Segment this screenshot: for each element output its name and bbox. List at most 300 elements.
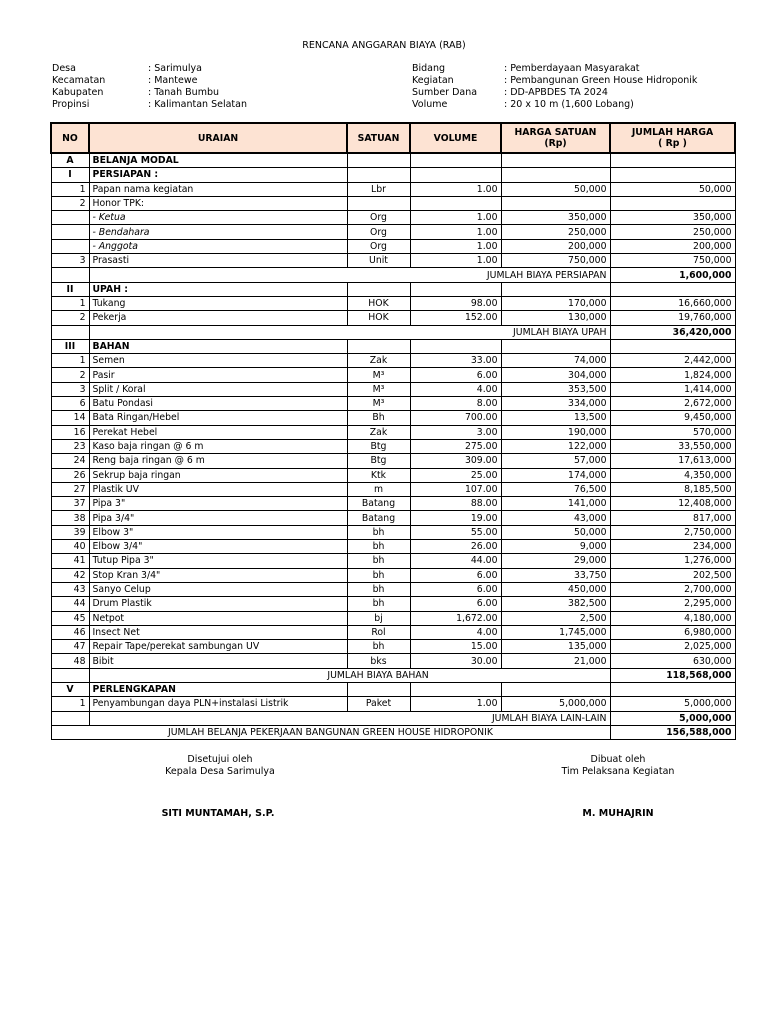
signature-right-line1: Dibuat oleh	[590, 754, 646, 765]
signature-right-line2: Tim Pelaksana Kegiatan	[561, 766, 675, 777]
item-total: 5,000,000	[610, 697, 735, 711]
info-label: Desa	[52, 63, 76, 74]
item-description: Kaso baja ringan @ 6 m	[89, 439, 347, 453]
table-row	[51, 311, 735, 325]
table-row	[51, 482, 735, 496]
empty-cell	[610, 168, 735, 182]
item-unit: Rol	[347, 625, 410, 639]
section-title: BAHAN	[89, 339, 347, 353]
section-number: V	[51, 682, 89, 696]
item-number: 3	[51, 254, 89, 268]
item-unit: Org	[347, 211, 410, 225]
item-volume: 1.00	[410, 697, 501, 711]
table-row	[51, 454, 735, 468]
header-jumlah-line1: JUMLAH HARGA	[631, 127, 714, 138]
signature-left-line1: Disetujui oleh	[187, 754, 253, 765]
info-row-desa	[52, 63, 382, 75]
info-row-bidang	[412, 63, 742, 75]
info-value: : 20 x 10 m (1,600 Lobang)	[504, 99, 634, 110]
item-unit-price: 43,000	[501, 511, 610, 525]
item-total: 250,000	[610, 225, 735, 239]
info-value: : Mantewe	[148, 75, 198, 86]
item-unit: Btg	[347, 439, 410, 453]
header-jumlah-line2: ( Rp )	[658, 138, 687, 149]
item-unit: bh	[347, 597, 410, 611]
signature-left-line2: Kepala Desa Sarimulya	[165, 766, 275, 777]
table-row	[51, 525, 735, 539]
item-number	[51, 211, 89, 225]
item-unit: M³	[347, 368, 410, 382]
item-volume: 4.00	[410, 382, 501, 396]
item-description: Prasasti	[89, 254, 347, 268]
item-unit-price: 1,745,000	[501, 625, 610, 639]
item-unit	[347, 196, 410, 210]
header-harga-line2: (Rp)	[544, 138, 567, 149]
item-volume: 98.00	[410, 296, 501, 310]
subtotal-row	[51, 325, 735, 339]
info-value: : DD-APBDES TA 2024	[504, 87, 608, 98]
item-unit-price: 50,000	[501, 525, 610, 539]
item-unit-price: 190,000	[501, 425, 610, 439]
empty-cell	[51, 325, 89, 339]
table-row	[51, 296, 735, 310]
item-unit: Batang	[347, 511, 410, 525]
section-row	[51, 682, 735, 696]
info-label: Propinsi	[52, 99, 90, 110]
item-unit: bh	[347, 525, 410, 539]
table-row	[51, 540, 735, 554]
item-volume: 30.00	[410, 654, 501, 668]
section-title: UPAH :	[89, 282, 347, 296]
item-total: 2,295,000	[610, 597, 735, 611]
table-row	[51, 425, 735, 439]
table-row	[51, 697, 735, 711]
info-label: Volume	[412, 99, 448, 110]
item-description: Elbow 3"	[89, 525, 347, 539]
item-unit-price: 135,000	[501, 640, 610, 654]
item-volume: 1,672.00	[410, 611, 501, 625]
signature-right-name-box	[518, 808, 718, 820]
empty-cell	[347, 282, 410, 296]
section-row	[51, 282, 735, 296]
info-label: Kegiatan	[412, 75, 454, 86]
table-row	[51, 640, 735, 654]
header-harga-satuan	[501, 123, 610, 153]
section-number: III	[51, 339, 89, 353]
item-unit-price: 57,000	[501, 454, 610, 468]
item-total: 2,700,000	[610, 582, 735, 596]
item-number: 44	[51, 597, 89, 611]
item-unit: Lbr	[347, 182, 410, 196]
item-total: 4,180,000	[610, 611, 735, 625]
item-volume: 1.00	[410, 239, 501, 253]
subtotal-row	[51, 711, 735, 725]
table-row	[51, 368, 735, 382]
item-description: Sanyo Celup	[89, 582, 347, 596]
item-volume: 15.00	[410, 640, 501, 654]
empty-cell	[347, 153, 410, 168]
item-number: 3	[51, 382, 89, 396]
section-title: PERLENGKAPAN	[89, 682, 347, 696]
table-row	[51, 554, 735, 568]
table-row	[51, 239, 735, 253]
item-unit-price: 50,000	[501, 182, 610, 196]
item-number: 46	[51, 625, 89, 639]
item-volume: 6.00	[410, 582, 501, 596]
item-unit-price: 141,000	[501, 497, 610, 511]
item-description: Reng baja ringan @ 6 m	[89, 454, 347, 468]
item-volume: 44.00	[410, 554, 501, 568]
item-total: 817,000	[610, 511, 735, 525]
empty-cell	[610, 282, 735, 296]
item-description: Repair Tape/perekat sambungan UV	[89, 640, 347, 654]
item-total: 2,672,000	[610, 397, 735, 411]
table-row	[51, 597, 735, 611]
item-total: 1,276,000	[610, 554, 735, 568]
subtotal-label: JUMLAH BIAYA LAIN-LAIN	[89, 711, 610, 725]
subtotal-value: 1,600,000	[610, 268, 735, 282]
empty-cell	[347, 339, 410, 353]
item-number: 38	[51, 511, 89, 525]
header-no: NO	[51, 123, 89, 153]
grand-total-value: 156,588,000	[610, 725, 735, 739]
item-total: 50,000	[610, 182, 735, 196]
table-row	[51, 254, 735, 268]
subtotal-row	[51, 268, 735, 282]
item-unit: m	[347, 482, 410, 496]
info-label: Bidang	[412, 63, 446, 74]
empty-cell	[501, 339, 610, 353]
item-total: 12,408,000	[610, 497, 735, 511]
item-unit: Ktk	[347, 468, 410, 482]
table-header-row	[51, 123, 735, 153]
empty-cell	[501, 282, 610, 296]
item-number: 2	[51, 368, 89, 382]
item-number: 1	[51, 296, 89, 310]
item-unit-price: 382,500	[501, 597, 610, 611]
item-total: 2,442,000	[610, 354, 735, 368]
item-total	[610, 196, 735, 210]
subtotal-value: 36,420,000	[610, 325, 735, 339]
item-unit: bh	[347, 540, 410, 554]
item-unit-price: 450,000	[501, 582, 610, 596]
table-row	[51, 439, 735, 453]
item-volume: 55.00	[410, 525, 501, 539]
empty-cell	[501, 682, 610, 696]
item-description: Bata Ringan/Hebel	[89, 411, 347, 425]
item-unit: bh	[347, 640, 410, 654]
item-unit: Zak	[347, 354, 410, 368]
info-value: : Tanah Bumbu	[148, 87, 219, 98]
item-unit: Bh	[347, 411, 410, 425]
empty-cell	[51, 268, 89, 282]
item-unit: Unit	[347, 254, 410, 268]
table-row	[51, 611, 735, 625]
item-volume: 6.00	[410, 368, 501, 382]
item-unit-price: 334,000	[501, 397, 610, 411]
item-description: - Ketua	[89, 211, 347, 225]
signature-right	[518, 754, 718, 778]
item-total: 1,414,000	[610, 382, 735, 396]
item-total: 16,660,000	[610, 296, 735, 310]
table-row	[51, 211, 735, 225]
table-row	[51, 354, 735, 368]
item-volume: 33.00	[410, 354, 501, 368]
item-description: Batu Pondasi	[89, 397, 347, 411]
table-row	[51, 625, 735, 639]
item-total: 234,000	[610, 540, 735, 554]
table-row	[51, 511, 735, 525]
empty-cell	[610, 339, 735, 353]
item-description: Tukang	[89, 296, 347, 310]
item-unit-price: 76,500	[501, 482, 610, 496]
item-description: Pipa 3/4"	[89, 511, 347, 525]
item-volume: 4.00	[410, 625, 501, 639]
table-row	[51, 182, 735, 196]
item-number: 40	[51, 540, 89, 554]
item-description: Split / Koral	[89, 382, 347, 396]
item-total: 570,000	[610, 425, 735, 439]
item-volume: 107.00	[410, 482, 501, 496]
item-description: Plastik UV	[89, 482, 347, 496]
item-unit: bj	[347, 611, 410, 625]
empty-cell	[347, 168, 410, 182]
section-number: I	[51, 168, 89, 182]
info-value: : Sarimulya	[148, 63, 202, 74]
item-number: 23	[51, 439, 89, 453]
item-number: 48	[51, 654, 89, 668]
item-number: 16	[51, 425, 89, 439]
grand-total-label: JUMLAH BELANJA PEKERJAAN BANGUNAN GREEN HOUSE HIDROPONIK	[51, 725, 610, 739]
item-unit-price: 250,000	[501, 225, 610, 239]
item-unit: Batang	[347, 497, 410, 511]
item-unit-price: 174,000	[501, 468, 610, 482]
item-volume: 1.00	[410, 254, 501, 268]
empty-cell	[610, 682, 735, 696]
subtotal-value: 118,568,000	[610, 668, 735, 682]
item-volume: 3.00	[410, 425, 501, 439]
item-number: 43	[51, 582, 89, 596]
item-unit-price: 130,000	[501, 311, 610, 325]
item-unit-price: 200,000	[501, 239, 610, 253]
section-row	[51, 153, 735, 168]
item-unit-price: 33,750	[501, 568, 610, 582]
empty-cell	[501, 168, 610, 182]
item-total: 19,760,000	[610, 311, 735, 325]
section-title: PERSIAPAN :	[89, 168, 347, 182]
item-description: Penyambungan daya PLN+instalasi Listrik	[89, 697, 347, 711]
info-left	[52, 63, 382, 111]
item-unit-price: 170,000	[501, 296, 610, 310]
info-value: : Kalimantan Selatan	[148, 99, 247, 110]
item-total: 750,000	[610, 254, 735, 268]
item-unit: Org	[347, 225, 410, 239]
item-description: Pekerja	[89, 311, 347, 325]
info-label: Kabupaten	[52, 87, 104, 98]
info-row-kecamatan	[52, 75, 382, 87]
item-number: 42	[51, 568, 89, 582]
table-row	[51, 225, 735, 239]
subtotal-label: JUMLAH BIAYA UPAH	[89, 325, 610, 339]
item-total: 4,350,000	[610, 468, 735, 482]
item-unit: bh	[347, 554, 410, 568]
item-total: 33,550,000	[610, 439, 735, 453]
item-number: 1	[51, 697, 89, 711]
item-number: 39	[51, 525, 89, 539]
item-number: 6	[51, 397, 89, 411]
section-number: A	[51, 153, 89, 168]
item-description: Elbow 3/4"	[89, 540, 347, 554]
item-volume: 1.00	[410, 211, 501, 225]
item-total: 2,025,000	[610, 640, 735, 654]
header-satuan: SATUAN	[347, 123, 410, 153]
item-volume: 8.00	[410, 397, 501, 411]
item-description: Tutup Pipa 3"	[89, 554, 347, 568]
item-total: 2,750,000	[610, 525, 735, 539]
subtotal-row	[51, 668, 735, 682]
item-volume: 88.00	[410, 497, 501, 511]
item-total: 630,000	[610, 654, 735, 668]
item-unit-price: 5,000,000	[501, 697, 610, 711]
item-volume: 700.00	[410, 411, 501, 425]
item-description: Semen	[89, 354, 347, 368]
empty-cell	[51, 711, 89, 725]
item-volume: 1.00	[410, 225, 501, 239]
item-volume: 6.00	[410, 568, 501, 582]
item-unit: M³	[347, 382, 410, 396]
item-volume: 152.00	[410, 311, 501, 325]
item-description: Insect Net	[89, 625, 347, 639]
document-title: RENCANA ANGGARAN BIAYA (RAB)	[302, 40, 466, 51]
item-number: 14	[51, 411, 89, 425]
section-title: BELANJA MODAL	[89, 153, 347, 168]
budget-table	[50, 122, 736, 740]
subtotal-label: JUMLAH BIAYA PERSIAPAN	[89, 268, 610, 282]
item-number	[51, 225, 89, 239]
item-total: 350,000	[610, 211, 735, 225]
item-number: 47	[51, 640, 89, 654]
item-volume: 1.00	[410, 182, 501, 196]
item-unit: bh	[347, 568, 410, 582]
header-jumlah-harga	[610, 123, 735, 153]
signature-right-name: M. MUHAJRIN	[582, 808, 654, 819]
table-row	[51, 196, 735, 210]
item-unit-price: 21,000	[501, 654, 610, 668]
item-unit-price: 9,000	[501, 540, 610, 554]
item-number: 2	[51, 196, 89, 210]
empty-cell	[347, 682, 410, 696]
table-row	[51, 468, 735, 482]
empty-cell	[501, 153, 610, 168]
info-value: : Pemberdayaan Masyarakat	[504, 63, 640, 74]
item-volume: 25.00	[410, 468, 501, 482]
item-description: - Bendahara	[89, 225, 347, 239]
section-row	[51, 168, 735, 182]
item-total: 6,980,000	[610, 625, 735, 639]
empty-cell	[610, 153, 735, 168]
info-row-kabupaten	[52, 87, 382, 99]
subtotal-value: 5,000,000	[610, 711, 735, 725]
item-unit: Btg	[347, 454, 410, 468]
subtotal-label: JUMLAH BIAYA BAHAN	[89, 668, 610, 682]
empty-cell	[410, 168, 501, 182]
item-total: 1,824,000	[610, 368, 735, 382]
item-volume: 6.00	[410, 597, 501, 611]
table-body	[51, 153, 735, 740]
info-label: Kecamatan	[52, 75, 106, 86]
item-unit-price: 2,500	[501, 611, 610, 625]
item-unit: M³	[347, 397, 410, 411]
info-right	[412, 63, 742, 111]
item-description: Sekrup baja ringan	[89, 468, 347, 482]
item-description: Pasir	[89, 368, 347, 382]
signature-left	[120, 754, 320, 778]
item-description: Papan nama kegiatan	[89, 182, 347, 196]
item-volume	[410, 196, 501, 210]
header-uraian: URAIAN	[89, 123, 347, 153]
empty-cell	[410, 682, 501, 696]
item-number	[51, 239, 89, 253]
info-row-sumber-dana	[412, 87, 742, 99]
table-row	[51, 411, 735, 425]
item-description: Bibit	[89, 654, 347, 668]
empty-cell	[51, 668, 89, 682]
item-unit: Zak	[347, 425, 410, 439]
item-number: 37	[51, 497, 89, 511]
item-volume: 309.00	[410, 454, 501, 468]
grand-total-row	[51, 725, 735, 739]
item-unit-price: 74,000	[501, 354, 610, 368]
item-number: 45	[51, 611, 89, 625]
section-number: II	[51, 282, 89, 296]
item-unit: HOK	[347, 311, 410, 325]
item-description: Perekat Hebel	[89, 425, 347, 439]
table-row	[51, 568, 735, 582]
table-row	[51, 497, 735, 511]
item-unit: bh	[347, 582, 410, 596]
table-row	[51, 582, 735, 596]
section-row	[51, 339, 735, 353]
item-unit-price: 29,000	[501, 554, 610, 568]
info-row-propinsi	[52, 99, 382, 111]
info-label: Sumber Dana	[412, 87, 478, 98]
item-number: 24	[51, 454, 89, 468]
info-row-kegiatan	[412, 75, 742, 87]
table-row	[51, 382, 735, 396]
item-unit-price: 122,000	[501, 439, 610, 453]
item-total: 8,185,500	[610, 482, 735, 496]
item-total: 202,500	[610, 568, 735, 582]
item-volume: 19.00	[410, 511, 501, 525]
header-harga-line1: HARGA SATUAN	[514, 127, 597, 138]
item-number: 1	[51, 354, 89, 368]
item-number: 1	[51, 182, 89, 196]
item-volume: 26.00	[410, 540, 501, 554]
item-number: 27	[51, 482, 89, 496]
item-unit-price	[501, 196, 610, 210]
empty-cell	[410, 282, 501, 296]
item-unit: HOK	[347, 296, 410, 310]
item-description: - Anggota	[89, 239, 347, 253]
empty-cell	[410, 153, 501, 168]
item-total: 200,000	[610, 239, 735, 253]
item-description: Honor TPK:	[89, 196, 347, 210]
item-number: 26	[51, 468, 89, 482]
item-unit-price: 353,500	[501, 382, 610, 396]
item-description: Pipa 3"	[89, 497, 347, 511]
table-row	[51, 397, 735, 411]
item-unit-price: 13,500	[501, 411, 610, 425]
